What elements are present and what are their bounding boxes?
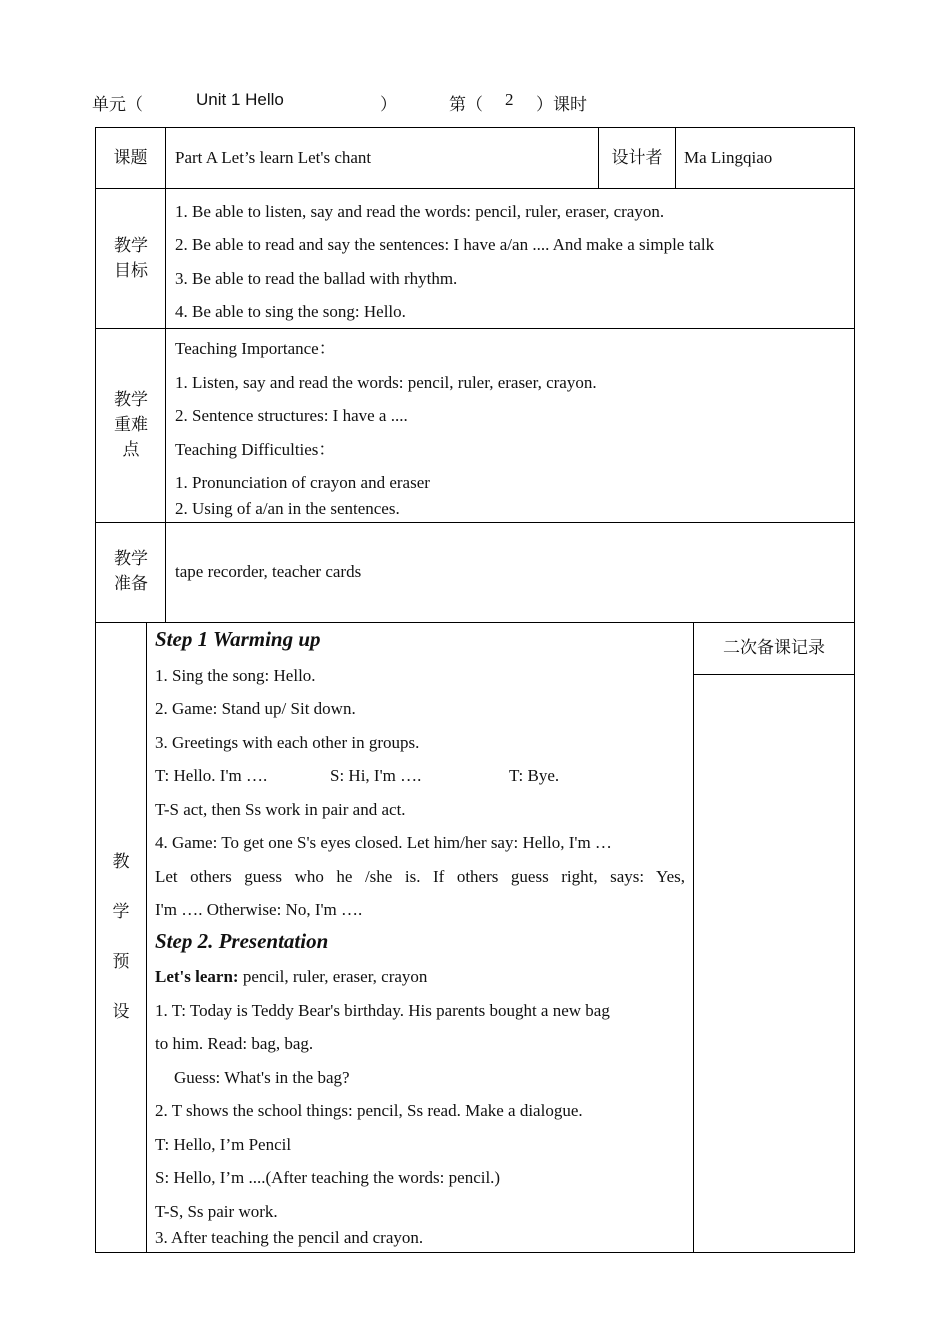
key-points-line: Teaching Difficulties： xyxy=(175,440,336,459)
step2-line: T-S, Ss pair work. xyxy=(155,1202,278,1221)
lets-learn-line xyxy=(155,968,427,985)
step1-title: Step 1 Warming up xyxy=(155,627,321,651)
objective-item: 3. Be able to read the ballad with rhythm. xyxy=(175,269,458,288)
lets-learn-words: pencil, ruler, eraser, crayon xyxy=(238,967,428,986)
plan-label-char: 设 xyxy=(112,1002,130,1021)
dialog-student: S: Hi, I'm …. xyxy=(330,766,422,785)
lesson-number: 2 xyxy=(505,90,514,109)
step2-line: 3. After teaching the pencil and crayon. xyxy=(155,1228,424,1247)
lesson-suffix: ）课时 xyxy=(536,95,587,114)
unit-prefix: 单元（ xyxy=(92,95,143,114)
step2-line: 2. T shows the school things: pencil, Ss read. Make a dialogue. xyxy=(155,1101,583,1120)
unit-suffix: ） xyxy=(380,95,397,114)
dialog-teacher: T: Hello. I'm …. xyxy=(155,766,268,785)
objectives-label: 教学目标 xyxy=(114,236,148,280)
topic-value: Part A Let’s learn Let's chant xyxy=(175,148,372,167)
step1-line: 4. Game: To get one S's eyes closed. Let him/her say: Hello, I'm … xyxy=(155,833,612,852)
step1-line: I'm …. Otherwise: No, I'm …. xyxy=(155,900,363,919)
key-points-line: 1. Pronunciation of crayon and eraser xyxy=(175,473,430,492)
key-points-line: Teaching Importance： xyxy=(175,339,336,358)
preparation-value: tape recorder, teacher cards xyxy=(175,562,362,581)
step2-line: Guess: What's in the bag? xyxy=(174,1068,350,1087)
plan-label-char: 学 xyxy=(112,902,130,921)
step2-line: S: Hello, I’m ....(After teaching the words: pencil.) xyxy=(155,1168,501,1187)
designer-value: Ma Lingqiao xyxy=(684,148,773,167)
secondary-notes-header: 二次备课记录 xyxy=(723,638,825,657)
step2-line: 1. T: Today is Teddy Bear's birthday. His parents bought a new bag xyxy=(155,1001,610,1020)
key-points-label: 教学重难点 xyxy=(114,390,148,459)
preparation-label: 教学准备 xyxy=(114,549,148,593)
unit-name: Unit 1 Hello xyxy=(196,90,284,109)
step2-line: T: Hello, I’m Pencil xyxy=(155,1135,292,1154)
lets-learn-label: Let's learn: xyxy=(155,967,239,986)
step2-title: Step 2. Presentation xyxy=(155,929,329,953)
objective-item: 2. Be able to read and say the sentences: I have a/an .... And make a simple talk xyxy=(175,235,715,254)
objective-item: 4. Be able to sing the song: Hello. xyxy=(175,302,406,321)
key-points-line: 1. Listen, say and read the words: pencil, ruler, eraser, crayon. xyxy=(175,373,597,392)
plan-label-char: 预 xyxy=(112,952,130,971)
step1-line: Let others guess who he /she is. If others guess right, says: Yes, xyxy=(155,867,685,886)
objective-item: 1. Be able to listen, say and read the words: pencil, ruler, eraser, crayon. xyxy=(175,202,665,221)
step1-line: 1. Sing the song: Hello. xyxy=(155,666,316,685)
topic-label: 课题 xyxy=(113,148,148,167)
key-points-line: 2. Using of a/an in the sentences. xyxy=(175,499,400,518)
dialog-teacher-bye: T: Bye. xyxy=(509,766,560,785)
designer-label: 设计者 xyxy=(611,148,663,167)
key-points-line: 2. Sentence structures: I have a .... xyxy=(175,406,408,425)
step1-line: 2. Game: Stand up/ Sit down. xyxy=(155,699,356,718)
lesson-prefix: 第（ xyxy=(449,95,483,114)
step1-line: T-S act, then Ss work in pair and act. xyxy=(155,800,406,819)
step1-line: 3. Greetings with each other in groups. xyxy=(155,733,420,752)
step2-line: to him. Read: bag, bag. xyxy=(155,1034,314,1053)
plan-label-char: 教 xyxy=(112,852,130,871)
